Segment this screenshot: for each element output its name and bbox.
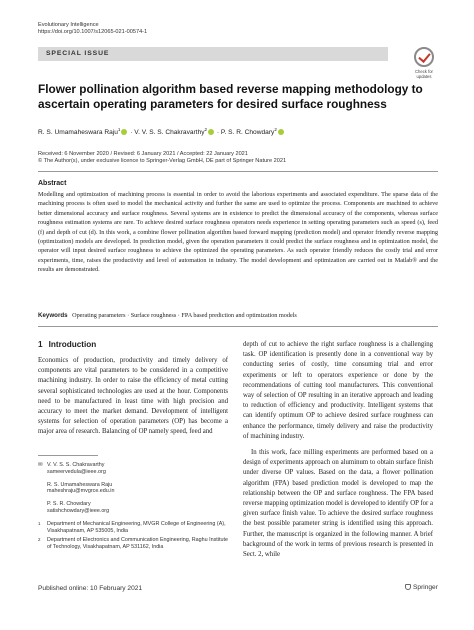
- doi-link[interactable]: https://doi.org/10.1007/s12065-021-00574-1: [38, 29, 148, 35]
- contact-email[interactable]: satishchowdary@ieee.org: [47, 507, 110, 514]
- affiliation-number: 2: [38, 537, 41, 543]
- contact-email[interactable]: maheshraju@mvgrce.edu.in: [47, 488, 115, 495]
- springer-horse-icon: [405, 584, 411, 590]
- authors-line: R. S. Umamaheswara Raju$^1$ · V. V. S. S. Chakravarthy$^2$ · P. S. R. Chowdary$^2$: [38, 127, 438, 136]
- keywords: [38, 312, 438, 319]
- footnote-divider: [38, 455, 98, 456]
- contact-name: V. V. S. S. Chakravarthy: [47, 462, 105, 468]
- envelope-icon: ✉: [38, 462, 43, 468]
- intro-right-paragraph-2: In this work, face milling experiments are performed based on a design of experiments approach on aluminum to obtain surface finish under diverse OP values. Based on the data, a flower pollination algorithm (FPA) based prediction model is developed to map the relationship between the OP and surface roughness. The FPA based reverse mapping optimization model is developed to identify OP for a given surface finish value. To achieve the desired surface roughness the best possible parameter string is identified using this approach. Further, the manuscript is organized in the following manner. A brief background of the work in terms of previous research is presented in Sect. 2, while: [243, 449, 434, 559]
- author-2[interactable]: V. V. S. S. Chakravarthy: [134, 129, 205, 137]
- author-3-sup: 2: [274, 127, 277, 132]
- journal-header: [38, 22, 147, 36]
- publisher-name: Springer: [413, 584, 438, 591]
- section-number: 1: [38, 340, 43, 349]
- section-title: Introduction: [48, 340, 97, 349]
- intro-right-paragraph-1: depth of cut to achieve the right surface roughness is a challenging task. OP identification is presently done in a conventional way by conducting series of costly, time consuming trial and error experiments or left to operators experience or done by the recommendations of cutting tool manufacturers. This conventional way of selection of OP resulting in an iterative approach and leading to reduction of efficiency and productivity. Intelligent systems that can identify optimum OP to achieve desired surface roughness can enhance the performance, timely delivery and raise the productivity of machining industry.: [243, 341, 433, 440]
- author-2-sup: 2: [204, 127, 208, 132]
- corresponding-author-3: [38, 501, 228, 515]
- abstract-heading: Abstract: [38, 180, 67, 187]
- check-for-updates-badge[interactable]: [411, 47, 437, 79]
- keywords-text: Operating parameters · Surface roughness · FPA based prediction and optimization models: [72, 312, 297, 319]
- orcid-icon[interactable]: [121, 129, 127, 135]
- section-heading-introduction: [38, 340, 96, 349]
- license-line: © The Author(s), under exclusive licence to Springer-Verlag GmbH, DE part of Springer Nature 2021: [38, 158, 287, 164]
- orcid-icon[interactable]: [208, 129, 214, 135]
- publisher-logo: [405, 584, 438, 591]
- author-1-sup: 1: [117, 127, 121, 132]
- contact-name: R. S. Umamaheswara Raju: [47, 481, 113, 488]
- keywords-label: Keywords: [38, 312, 68, 319]
- affiliation-2: [38, 537, 228, 551]
- intro-left-paragraph: Economics of production, productivity and timely delivery of components are vital parameters to be considered in a competitive machining industry. In order to raise the efficiency of metal cutting several sophisticated technologies are used at the hour. Components need to be manufactured in least time with high precision and accuracy to meet the market demand. Development of intelligent systems for selection of operation parameters (OP) has become a major area of research. Balancing of OP namely speed, feed and: [38, 357, 228, 436]
- published-online: Published online: 10 February 2021: [38, 585, 143, 592]
- paper-title: Flower pollination algorithm based reverse mapping methodology to ascertain operating parameters for desired surface roughness: [38, 82, 423, 111]
- dates-line: Received: 6 November 2020 / Revised: 6 January 2021 / Accepted: 22 January 2021: [38, 151, 248, 157]
- affiliation-text: Department of Mechanical Engineering, MVGR College of Engineering (A), Visakhapatnam, AP 535005, India: [47, 520, 226, 534]
- divider: [38, 326, 438, 327]
- special-issue-banner: SPECIAL ISSUE: [38, 47, 388, 61]
- abstract-body: Modelling and optimization of machining process is essential in order to avoid the laborious experiments and associated expenditure. The sparse data of the machining process is often used to model the mechanical activity and further the same are used to optimize the process. Components are machined to achieve better dimensional accuracy and surface roughness. Several systems are in existence to predict the dimensional accuracy of the components, whereas surface roughness estimation systems are rare. To achieve desired surface roughness operators needs experience in setting operating parameters such as speed (s), feed (f) and depth of cut (d). In this work, a combine flower pollination algorithm based forward mapping (prediction model) and operator friendly reverse mapping (optimization) models are developed. In prediction model, given the operation parameters it could predict the surface roughness and in optimization model, the operator will input desired surface roughness to achieve the optimized the operating parameters. As such operator friendly reduces the costly trial and error experiments, time, raises the productivity and level of automation in industry. The model development and optimization are carried out in Matlab® and the results are demonstrated.: [38, 191, 438, 274]
- affiliation-text: Department of Electronics and Communication Engineering, Raghu Institute of Technology, Visakhapatnam, AP 531162, India: [47, 537, 228, 551]
- contact-name: P. S. R. Chowdary: [47, 501, 91, 508]
- corresponding-author-1: [38, 462, 228, 476]
- footnotes: [38, 462, 228, 551]
- check-updates-label-1: Check for: [415, 69, 433, 74]
- affiliation-1: [38, 521, 228, 535]
- orcid-icon[interactable]: [278, 129, 284, 135]
- journal-name: Evolutionary Intelligence: [38, 22, 99, 28]
- corresponding-author-2: [38, 482, 228, 496]
- contact-email[interactable]: sameervedula@ieee.org: [47, 468, 106, 475]
- affiliation-number: 1: [38, 520, 41, 526]
- author-3[interactable]: P. S. R. Chowdary: [220, 129, 275, 137]
- author-1[interactable]: R. S. Umamaheswara Raju: [38, 129, 118, 137]
- check-updates-label-2: updates: [416, 74, 432, 79]
- check-updates-icon: [414, 47, 434, 67]
- divider: [38, 171, 438, 172]
